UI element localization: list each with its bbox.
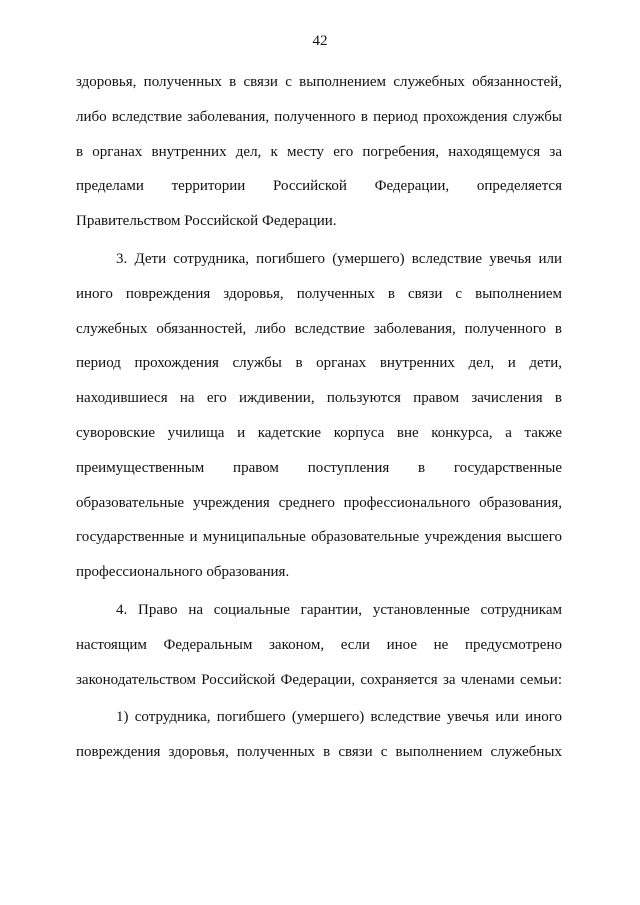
text-line: здоровья, полученных в связи с выполнением служебных обязанностей, bbox=[76, 74, 562, 90]
text-line: иного повреждения здоровья, полученных в связи с выполнением bbox=[76, 285, 562, 302]
text-line: 1) сотрудника, погибшего (умершего) вследствие увечья или иного bbox=[116, 709, 562, 726]
text-line: либо вследствие заболевания, полученного в период прохождения службы bbox=[76, 108, 562, 125]
text-line: 4. Право на социальные гарантии, установленные сотрудникам bbox=[116, 601, 562, 618]
paragraph-subitem-1 bbox=[76, 707, 562, 777]
text-line: образовательные учреждения среднего профессионального образования, bbox=[76, 494, 562, 511]
text-line: профессионального образования. bbox=[76, 564, 290, 581]
text-line: пределами территории Российской Федерации, определяется bbox=[76, 178, 562, 195]
page-number: 42 bbox=[312, 33, 328, 49]
text-line: преимущественным правом поступления в государственные bbox=[76, 459, 562, 476]
paragraph-continuation bbox=[76, 72, 562, 246]
text-line: государственные и муниципальные образовательные учреждения высшего bbox=[76, 529, 562, 546]
paragraph-item-3 bbox=[76, 249, 562, 597]
text-line: повреждения здоровья, полученных в связи с выполнением служебных bbox=[76, 744, 562, 761]
text-line: в органах внутренних дел, к месту его погребения, находящемуся за bbox=[76, 143, 562, 160]
document-body bbox=[76, 72, 562, 777]
text-line: суворовские училища и кадетские корпуса вне конкурса, а также bbox=[76, 424, 562, 441]
text-line: период прохождения службы в органах внутренних дел, и дети, bbox=[76, 355, 562, 372]
text-line: 3. Дети сотрудника, погибшего (умершего) вследствие увечья или bbox=[116, 250, 562, 267]
text-line: находившиеся на его иждивении, пользуются правом зачисления в bbox=[76, 390, 562, 407]
text-line: настоящим Федеральным законом, если иное не предусмотрено bbox=[76, 636, 562, 653]
paragraph-item-4 bbox=[76, 600, 562, 704]
text-line: служебных обязанностей, либо вследствие заболевания, полученного в bbox=[76, 320, 562, 337]
text-line: Правительством Российской Федерации. bbox=[76, 213, 337, 230]
text-line: законодательством Российской Федерации, сохраняется за членами семьи: bbox=[76, 671, 562, 688]
